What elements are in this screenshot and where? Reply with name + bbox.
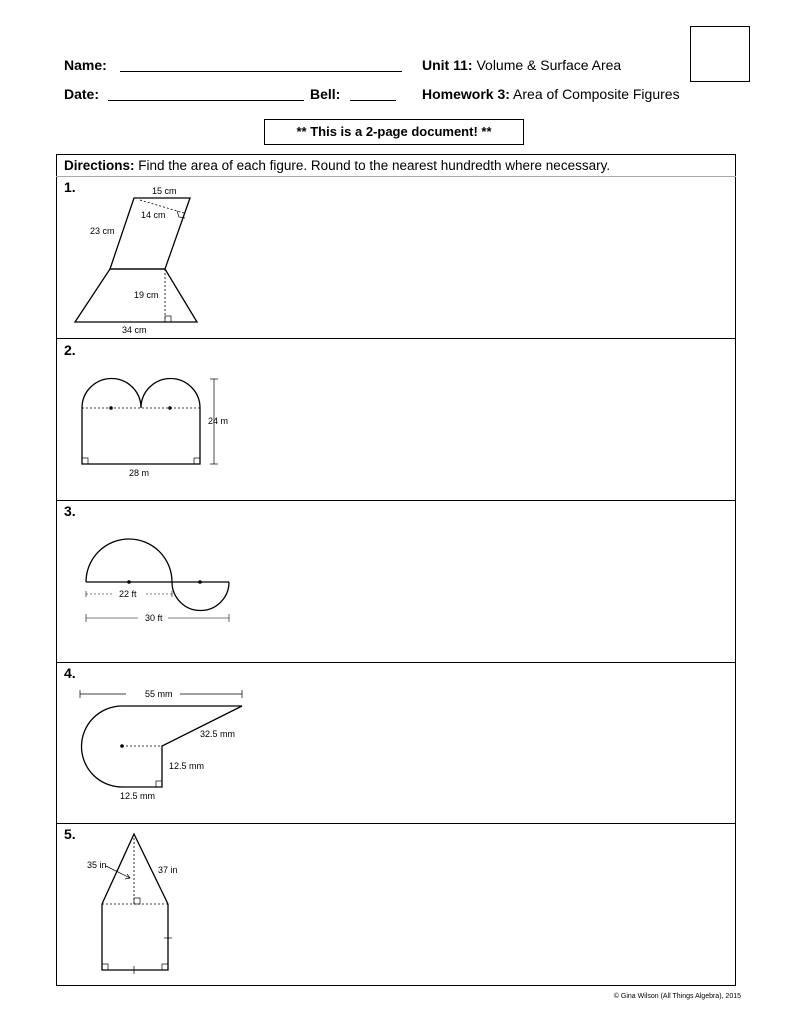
fig4-label-vertical: 12.5 mm xyxy=(169,761,205,771)
fig2-label-height: 24 m xyxy=(208,416,229,426)
homework-heading: Homework 3: Area of Composite Figures xyxy=(422,86,680,102)
fig5-label-slant: 37 in xyxy=(158,865,178,875)
fig2-label-width: 28 m xyxy=(129,468,150,478)
fig4-label-bottom: 12.5 mm xyxy=(120,791,156,801)
fig1-label-slant: 23 cm xyxy=(90,226,115,236)
notice-banner: ** This is a 2-page document! ** xyxy=(264,119,524,145)
name-label: Name: xyxy=(64,57,107,73)
problem-number-4: 4. xyxy=(64,665,76,681)
problem-number-5: 5. xyxy=(64,826,76,842)
copyright: © Gina Wilson (All Things Algebra), 2015 xyxy=(613,993,741,1000)
directions: Directions: Find the area of each figure. Round to the nearest hundredth where necessary. xyxy=(64,158,611,173)
problem-number-3: 3. xyxy=(64,503,76,519)
fig1-label-base: 34 cm xyxy=(122,325,147,335)
date-label: Date: xyxy=(64,86,100,102)
fig4-label-slant: 32.5 mm xyxy=(200,729,236,739)
fig1-label-height-bottom: 19 cm xyxy=(134,290,159,300)
problem-number-1: 1. xyxy=(64,179,76,195)
fig1-label-top: 15 cm xyxy=(152,186,177,196)
fig3-label-total: 30 ft xyxy=(145,613,163,623)
fig1-label-height-top: 14 cm xyxy=(141,210,166,220)
fig4-label-width: 55 mm xyxy=(145,689,173,699)
fig5-label-height: 35 in xyxy=(87,860,107,870)
problem-number-2: 2. xyxy=(64,342,76,358)
bell-label: Bell: xyxy=(310,86,341,102)
fig3-label-inner: 22 ft xyxy=(119,589,137,599)
unit-heading: Unit 11: Volume & Surface Area xyxy=(422,57,622,73)
